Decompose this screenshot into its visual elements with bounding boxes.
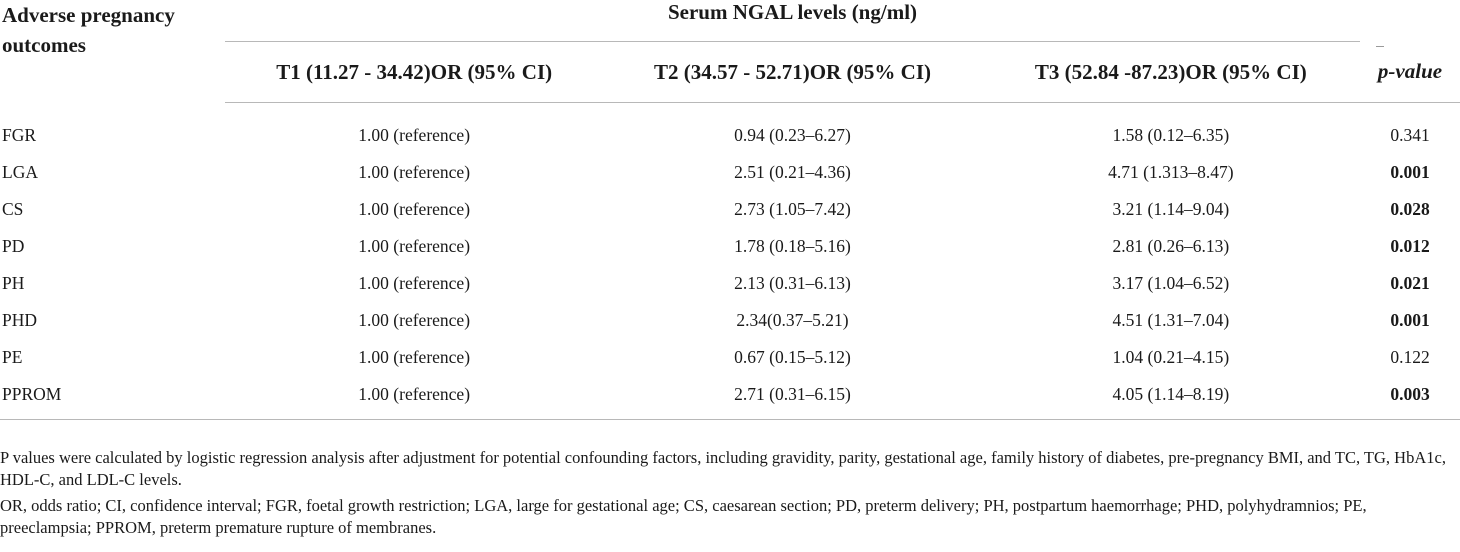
p-value-cell: 0.001 bbox=[1390, 310, 1430, 330]
table-row bbox=[0, 103, 1460, 155]
outcome-cell: PD bbox=[2, 236, 25, 256]
t2-cell: 2.13 (0.31–6.13) bbox=[734, 273, 851, 293]
outcome-cell: PHD bbox=[2, 310, 38, 330]
outcome-cell: FGR bbox=[2, 124, 37, 145]
t1-cell: 1.00 (reference) bbox=[358, 347, 471, 367]
t3-cell: 1.58 (0.12–6.35) bbox=[1112, 125, 1230, 145]
p-value-cell: 0.028 bbox=[1390, 199, 1430, 219]
p-value-cell: 0.021 bbox=[1390, 273, 1430, 293]
t2-cell: 1.78 (0.18–5.16) bbox=[734, 236, 851, 256]
column-header-t3: T3 (52.84 -87.23)OR (95% CI) bbox=[982, 42, 1360, 103]
outcome-cell: CS bbox=[2, 199, 24, 219]
p-value-cell: 0.341 bbox=[1390, 125, 1430, 145]
header-dash-mark bbox=[1376, 46, 1384, 47]
t2-cell: 0.67 (0.15–5.12) bbox=[734, 347, 851, 367]
footnote-abbreviations: OR, odds ratio; CI, confidence interval; FGR, foetal growth restriction; LGA, large for gestational age; CS, caesarean section; PD, preterm delivery; PH, postpartum haemorrhage; PHD, polyhydramnios; PE, preeclampsia; PPROM, preterm premature rupture of membranes. bbox=[0, 496, 1367, 537]
p-value-cell: 0.003 bbox=[1360, 376, 1460, 420]
column-header-t1: T1 (11.27 - 34.42)OR (95% CI) bbox=[225, 42, 603, 103]
t3-cell: 1.04 (0.21–4.15) bbox=[1112, 347, 1230, 367]
table-row bbox=[0, 154, 1460, 191]
group-header: Serum NGAL levels (ng/ml) bbox=[225, 0, 1360, 42]
t1-cell: 1.00 (reference) bbox=[225, 376, 603, 420]
table-footnotes bbox=[0, 447, 1460, 543]
t1-cell: 1.00 (reference) bbox=[358, 162, 471, 182]
t3-cell: 4.71 (1.313–8.47) bbox=[1108, 162, 1234, 182]
p-value-cell: 0.122 bbox=[1390, 347, 1430, 367]
t1-cell: 1.00 (reference) bbox=[358, 273, 471, 293]
t2-cell: 2.34(0.37–5.21) bbox=[736, 310, 849, 330]
p-value-cell: 0.012 bbox=[1390, 236, 1430, 256]
p-value-cell: 0.001 bbox=[1390, 162, 1430, 182]
t3-cell: 3.21 (1.14–9.04) bbox=[1112, 199, 1230, 219]
t1-cell: 1.00 (reference) bbox=[358, 125, 471, 145]
table-row bbox=[0, 228, 1460, 265]
t3-cell: 3.17 (1.04–6.52) bbox=[1112, 273, 1230, 293]
table-row bbox=[0, 302, 1460, 339]
t1-cell: 1.00 (reference) bbox=[358, 236, 471, 256]
table-row bbox=[0, 376, 1460, 420]
t3-cell: 4.05 (1.14–8.19) bbox=[982, 376, 1360, 420]
outcome-cell: PPROM bbox=[0, 376, 225, 420]
row-header-label: Adverse pregnancy outcomes bbox=[2, 3, 175, 57]
t2-cell: 0.94 (0.23–6.27) bbox=[734, 125, 851, 145]
table-row bbox=[0, 265, 1460, 302]
table-header bbox=[0, 0, 1460, 103]
t2-cell: 2.71 (0.31–6.15) bbox=[603, 376, 981, 420]
footnote-pvalues: P values were calculated by logistic regression analysis after adjustment for potential confounding factors, including gravidity, parity, gestational age, family history of diabetes, pre-pregnancy BMI, and TC, TG, HbA1c, HDL-C, and LDL-C levels. bbox=[0, 448, 1446, 489]
outcome-cell: PH bbox=[2, 273, 25, 293]
t3-cell: 2.81 (0.26–6.13) bbox=[1112, 236, 1230, 256]
outcome-cell: PE bbox=[2, 347, 23, 367]
table-body bbox=[0, 103, 1460, 420]
t1-cell: 1.00 (reference) bbox=[358, 199, 471, 219]
column-header-t2: T2 (34.57 - 52.71)OR (95% CI) bbox=[603, 42, 981, 103]
table-row bbox=[0, 339, 1460, 376]
t2-cell: 2.73 (1.05–7.42) bbox=[734, 199, 851, 219]
t2-cell: 2.51 (0.21–4.36) bbox=[734, 162, 851, 182]
table-row bbox=[0, 191, 1460, 228]
t3-cell: 4.51 (1.31–7.04) bbox=[1112, 310, 1230, 330]
t1-cell: 1.00 (reference) bbox=[358, 310, 471, 330]
outcome-cell: LGA bbox=[2, 162, 38, 182]
column-header-p-value: p-value bbox=[1360, 42, 1460, 103]
